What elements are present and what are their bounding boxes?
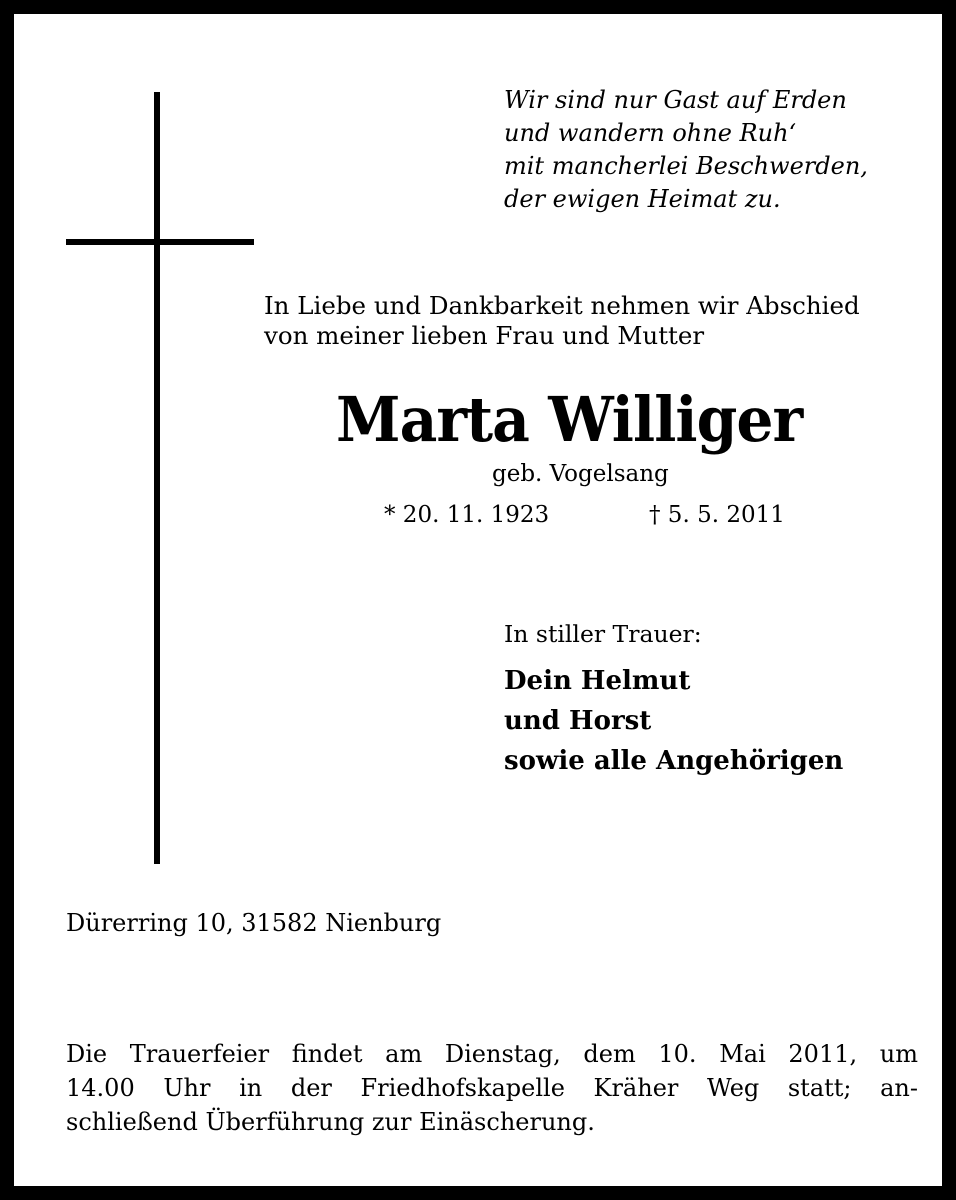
poem: [504, 84, 868, 216]
funeral-line: schließend Überführung zur Einäscherung.: [66, 1108, 595, 1136]
mourners-label: In stiller Trauer:: [504, 620, 702, 648]
funeral-line: Die Trauerfeier findet am Dienstag, dem 10. Mai 2011, um: [66, 1040, 918, 1068]
mourner-name: und Horst: [504, 706, 652, 736]
funeral-line: 14.00 Uhr in der Friedhofskapelle Kräher Weg statt; an-: [66, 1074, 918, 1102]
mourner-name: Dein Helmut: [504, 666, 691, 696]
poem-line: Wir sind nur Gast auf Erden: [504, 86, 847, 114]
deceased-name: Marta Williger: [336, 383, 803, 456]
mourner-name: sowie alle Angehörigen: [504, 746, 844, 776]
intro-text: [264, 291, 860, 351]
poem-line: und wandern ohne Ruh‘: [504, 119, 797, 147]
cross-icon-bar: [66, 239, 254, 245]
intro-line: In Liebe und Dankbarkeit nehmen wir Abschied: [264, 291, 860, 320]
mourners-list: [504, 661, 843, 781]
cross-icon: [154, 92, 160, 864]
address: Dürerring 10, 31582 Nienburg: [66, 909, 442, 937]
birth-date: * 20. 11. 1923: [384, 502, 550, 528]
funeral-info: [66, 1037, 918, 1139]
poem-line: mit mancherlei Beschwerden,: [504, 152, 868, 180]
poem-line: der ewigen Heimat zu.: [504, 185, 781, 213]
death-date: † 5. 5. 2011: [649, 502, 785, 528]
maiden-name: geb. Vogelsang: [492, 461, 669, 487]
intro-line: von meiner lieben Frau und Mutter: [264, 321, 705, 350]
